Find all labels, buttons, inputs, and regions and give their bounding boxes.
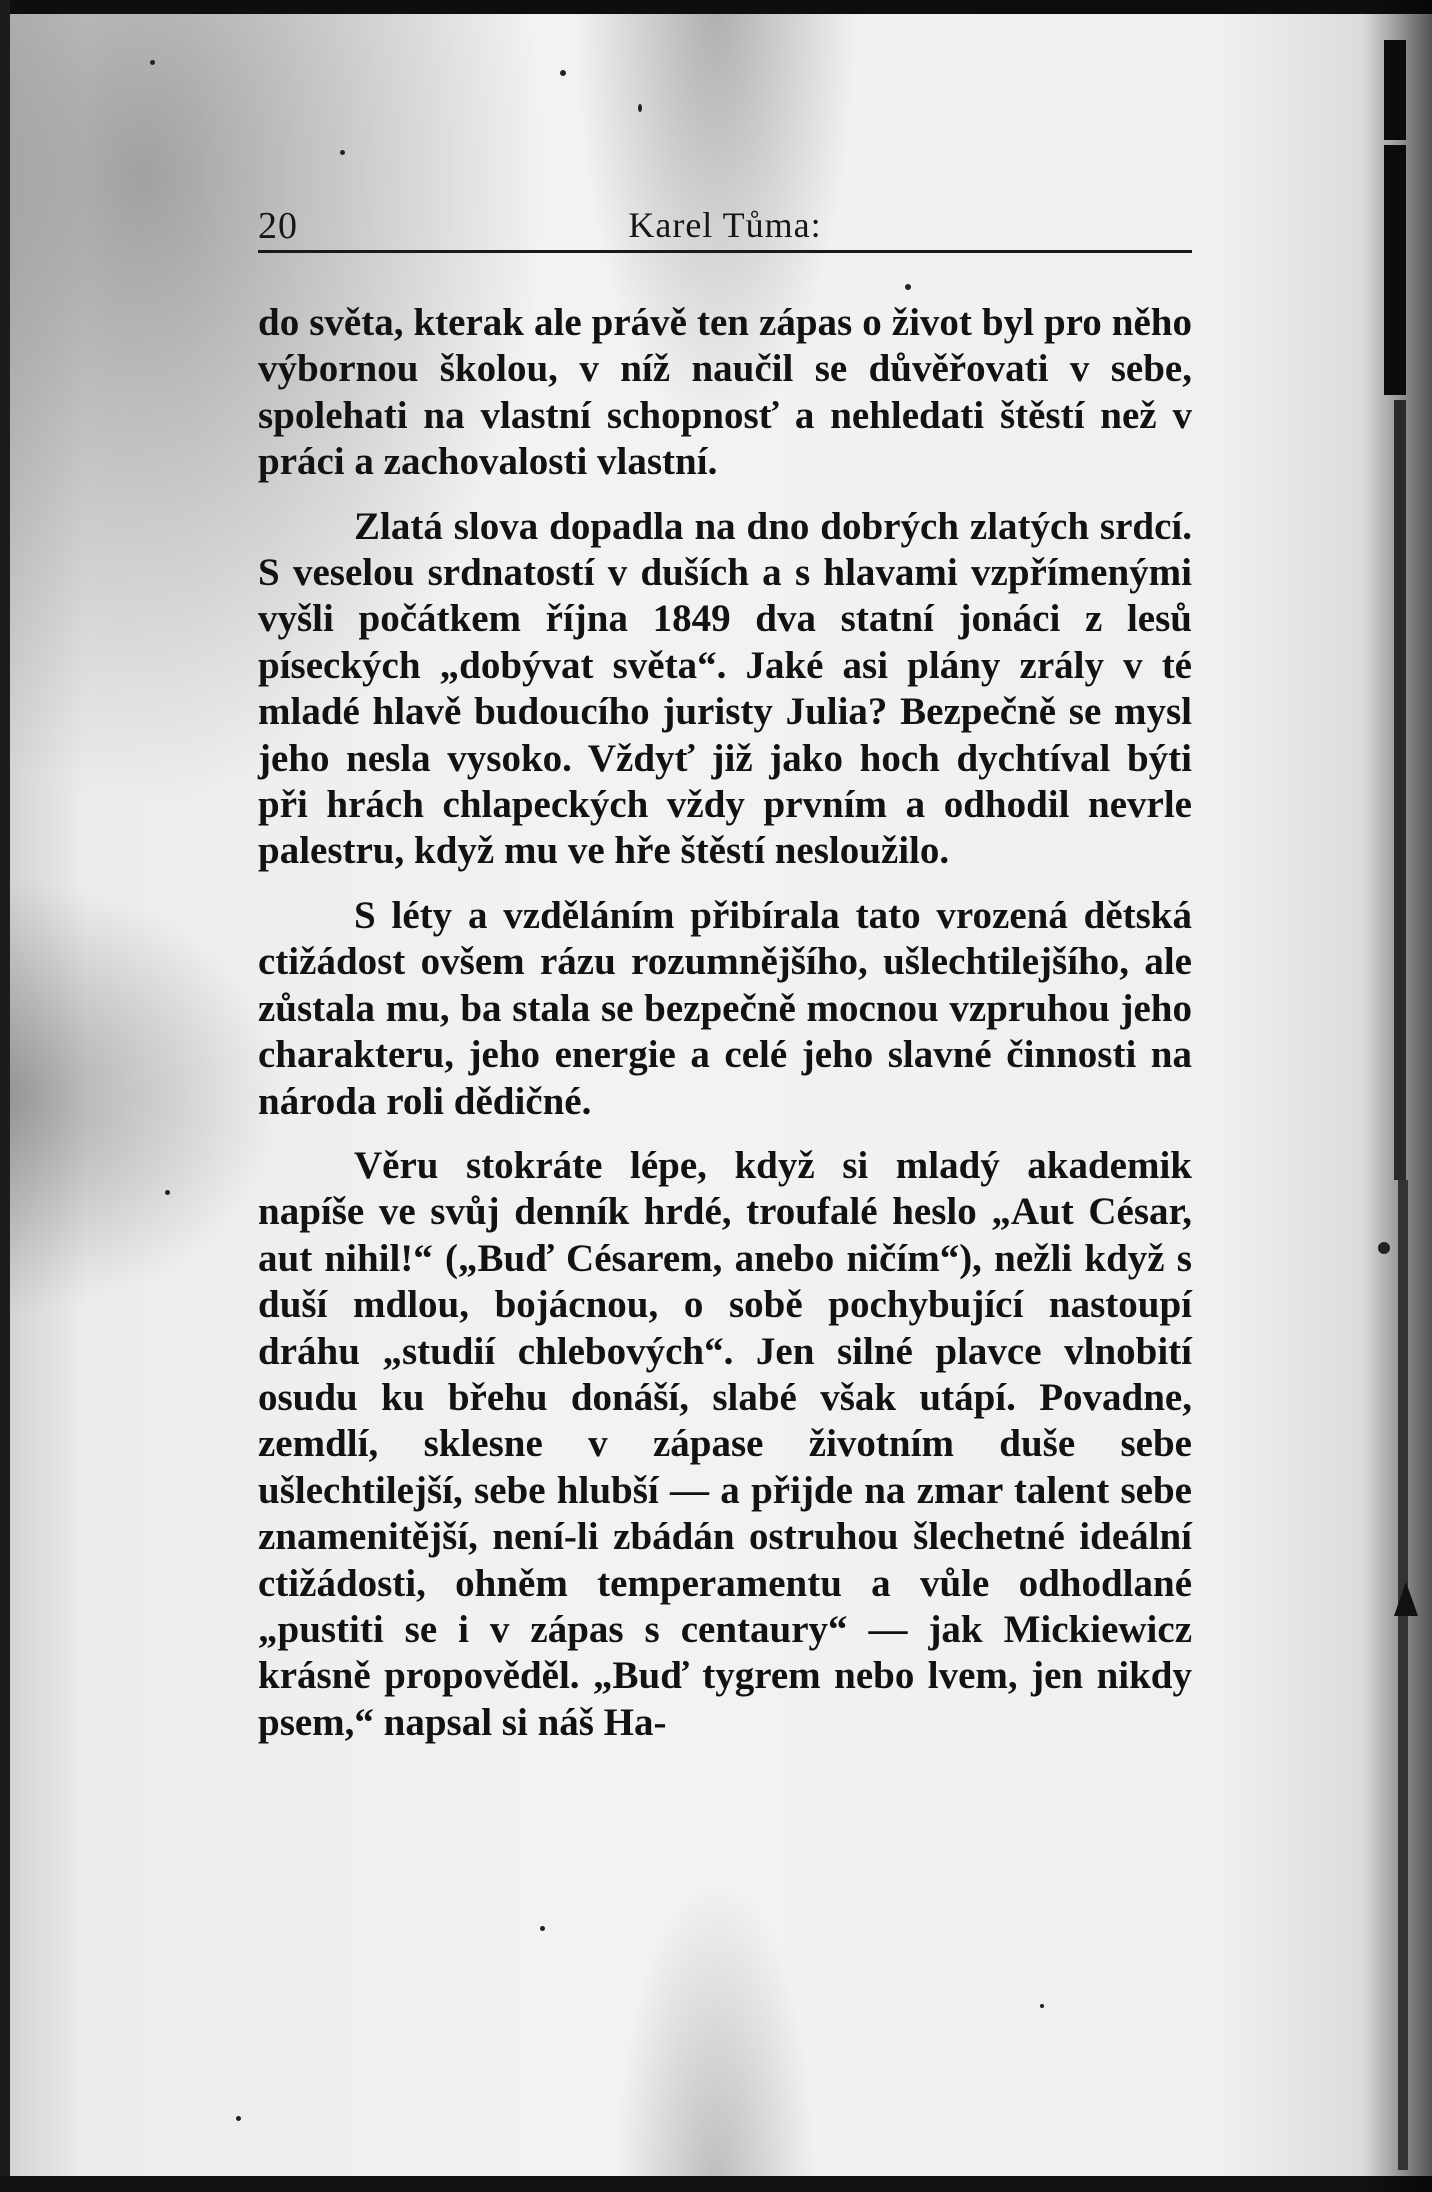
scan-top-edge <box>0 0 1432 14</box>
dust-speck <box>236 2116 241 2121</box>
scan-left-edge <box>0 0 10 2192</box>
page-number: 20 <box>258 205 298 247</box>
body-text <box>258 300 1192 1746</box>
paragraph: Zlatá slova dopadla na dno dobrých zlatých srdcí. S veselou srdnatostí v duších a s hlavami vzpřímenými vyšli počátkem října 1849 dva statní jonáci z lesů píseckých „dobývat světa“. Jaké asi plány zrály v té mladé hlavě budoucího juristy Julia? Bezpečně se mysl jeho nesla vysoko. Vždyť již jako hoch dychtíval býti při hrách chlapeckých vždy prvním a odhodil nevrle palestru, když mu ve hře štěstí nesloužilo. <box>258 504 1192 873</box>
spine-mark <box>1398 1180 1408 2170</box>
dust-speck <box>905 284 911 290</box>
dust-speck <box>1378 1242 1390 1254</box>
spine-mark <box>1394 400 1406 1180</box>
dust-speck <box>638 104 642 112</box>
page-header <box>258 200 1192 253</box>
dust-speck <box>340 150 345 155</box>
scan-bottom-edge <box>0 2176 1432 2192</box>
spine-mark <box>1384 40 1406 140</box>
dust-speck <box>165 1190 170 1195</box>
spine-mark <box>1384 145 1406 395</box>
paragraph: S léty a vzděláním přibírala tato vrozená dětská ctižádost ovšem rázu rozumnějšího, ušlechtilejšího, ale zůstala mu, ba stala se bezpečně mocnou vzpruhou jeho charakteru, jeho energie a celé jeho slavné činnosti na národa roli dědičné. <box>258 893 1192 1123</box>
dust-speck <box>1040 2004 1044 2008</box>
dust-speck <box>150 60 155 65</box>
running-head: Karel Tůma: <box>628 205 822 245</box>
paragraph: Věru stokráte lépe, když si mladý akademik napíše ve svůj denník hrdé, troufalé heslo „Aut César, aut nihil!“ („Buď Césarem, anebo ničím“), nežli když s duší mdlou, bojácnou, o sobě pochybující nastoupí dráhu „studií chlebových“. Jen silné plavce vlnobití osudu ku břehu donáší, slabé však utápí. Povadne, zemdlí, sklesne v zápase životním duše sebe ušlechtilejší, sebe hlubší — a přijde na zmar talent sebe znamenitější, není-li zbádán ostruhou šlechetné ideální ctižádosti, ohněm temperamentu a vůle odhodlané „pustiti se i v zápas s centaury“ — jak Mickiewicz krásně propověděl. „Buď tygrem nebo lvem, jen nikdy psem,“ napsal si náš Ha- <box>258 1143 1192 1744</box>
paragraph: do světa, kterak ale právě ten zápas o život byl pro něho výbornou školou, v níž naučil se důvěřovati v sebe, spolehati na vlastní schopnosť a nehledati štěstí než v práci a zachovalosti vlastní. <box>258 301 1192 484</box>
dust-speck <box>560 70 566 76</box>
dust-speck <box>540 1926 545 1931</box>
arrow-up-icon <box>1394 1582 1418 1616</box>
